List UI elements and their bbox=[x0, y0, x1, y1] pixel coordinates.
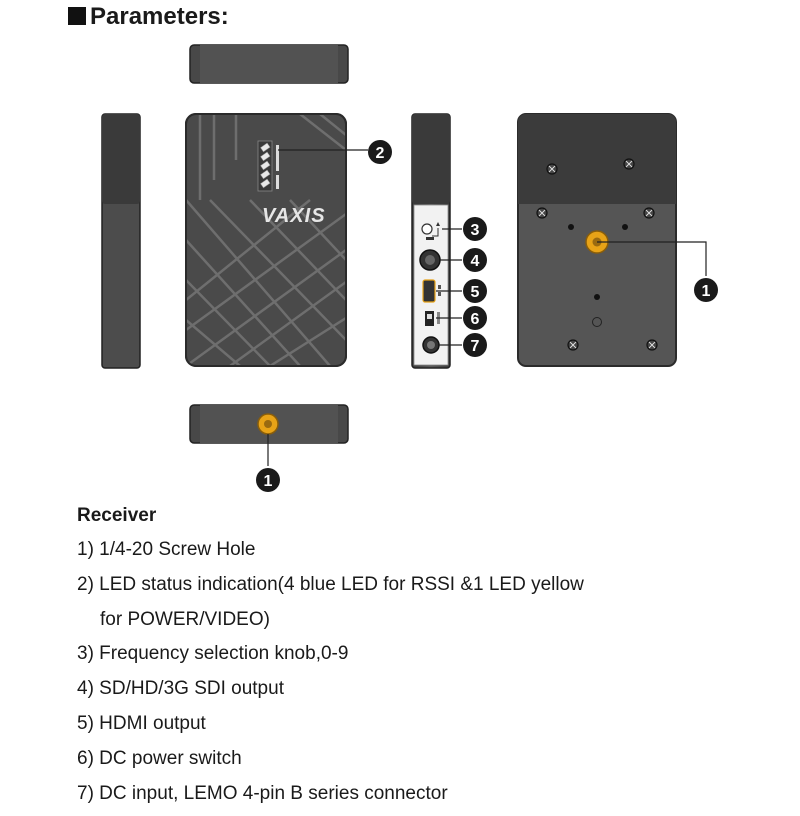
svg-text:1: 1 bbox=[263, 473, 273, 490]
svg-text:5: 5 bbox=[470, 284, 480, 301]
callout-1-back bbox=[694, 278, 718, 302]
list-item-continuation: for POWER/VIDEO) bbox=[100, 608, 270, 630]
section-title: Receiver bbox=[77, 505, 157, 526]
svg-text:2: 2 bbox=[375, 145, 385, 162]
svg-text:4: 4 bbox=[470, 253, 480, 270]
callout-2 bbox=[368, 140, 392, 164]
svg-text:3: 3 bbox=[470, 222, 480, 239]
list-item: 4) SD/HD/3G SDI output bbox=[77, 678, 284, 700]
callout-5 bbox=[463, 279, 487, 303]
parameter-list bbox=[77, 538, 584, 816]
device-left-side-view bbox=[102, 114, 140, 368]
svg-text:1: 1 bbox=[701, 283, 711, 300]
callout-3 bbox=[463, 217, 487, 241]
hdmi-port bbox=[423, 280, 435, 302]
callout-6 bbox=[463, 306, 487, 330]
callout-4 bbox=[463, 248, 487, 272]
list-item: 3) Frequency selection knob,0-9 bbox=[77, 643, 349, 665]
device-right-side-view bbox=[412, 114, 450, 368]
list-item: 7) DC input, LEMO 4-pin B series connector bbox=[77, 782, 448, 804]
callout-7 bbox=[463, 333, 487, 357]
list-item: 1) 1/4-20 Screw Hole bbox=[77, 539, 256, 560]
list-item: 6) DC power switch bbox=[77, 747, 242, 769]
device-top-view bbox=[190, 45, 348, 83]
list-item: 5) HDMI output bbox=[77, 712, 206, 734]
frequency-knob bbox=[422, 224, 432, 234]
device-back-view bbox=[518, 114, 676, 366]
page-title: Parameters: bbox=[68, 0, 229, 34]
svg-text:6: 6 bbox=[470, 311, 480, 328]
brand-logo: VAXIS bbox=[262, 205, 326, 227]
svg-text:7: 7 bbox=[470, 338, 480, 355]
list-item: 2) LED status indication(4 blue LED for RSSI &1 LED yellow bbox=[77, 573, 584, 595]
callout-1-bottom bbox=[256, 468, 280, 492]
device-bottom-view bbox=[190, 405, 348, 443]
device-front-view bbox=[186, 114, 346, 366]
